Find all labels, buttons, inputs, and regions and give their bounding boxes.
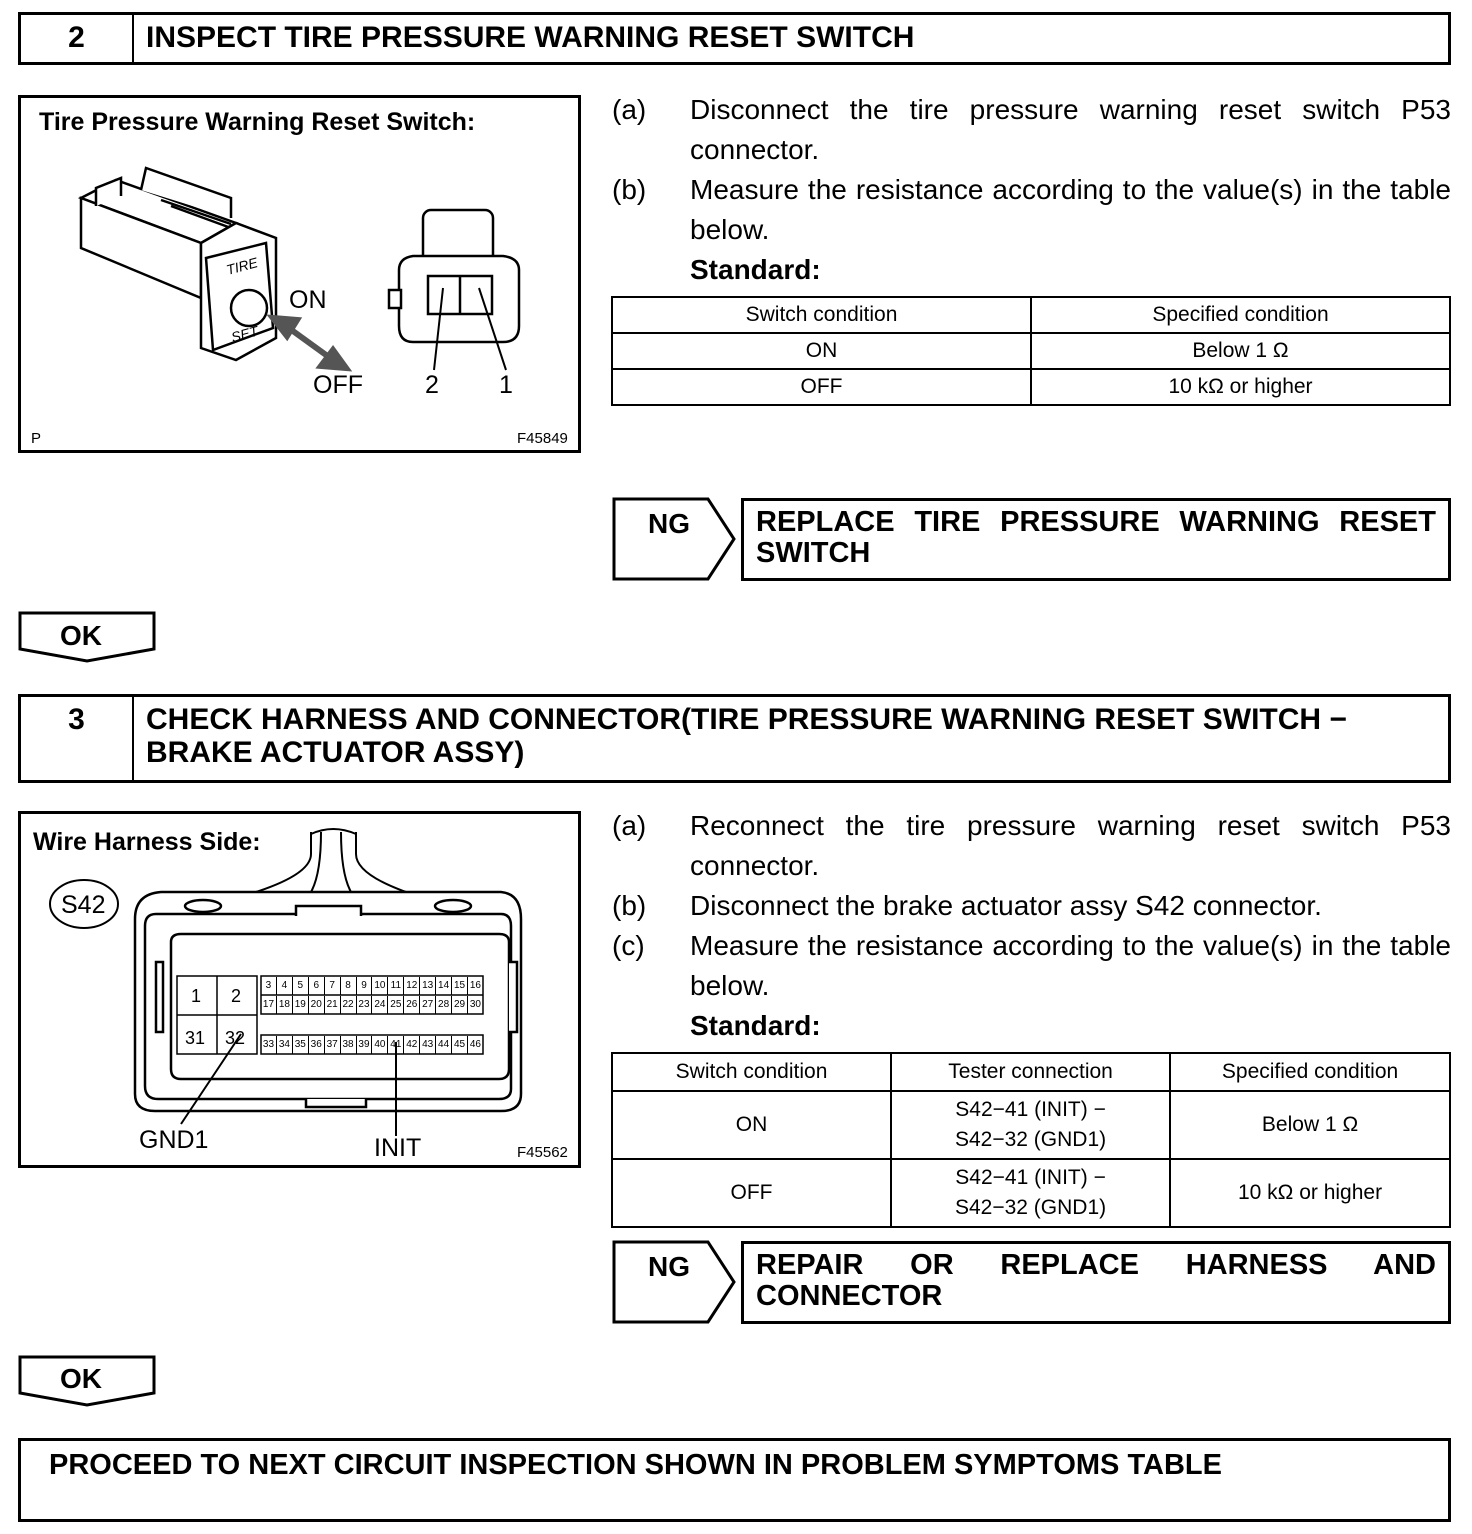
step2-instruction-a: (a) Disconnect the tire pressure warning reset switch P53 connector. [612,94,1451,165]
step3-instructions [612,806,1451,1046]
table-header-row: Switch condition Specified condition [612,297,1450,333]
final-instruction-text: PROCEED TO NEXT CIRCUIT INSPECTION SHOWN IN PROBLEM SYMPTOMS TABLE [49,1449,1222,1481]
reset-switch-illustration [21,98,578,450]
pin-label: 13 [420,977,436,995]
pin-label: 9 [357,977,373,995]
step2-title: INSPECT TIRE PRESSURE WARNING RESET SWITCH [146,21,915,54]
pin-label: 23 [357,996,373,1014]
pin-label: 21 [325,996,341,1014]
pin-label: 1 [191,986,202,1006]
step3-number: 3 [21,697,134,780]
table-header-row: Switch condition Tester connection Specified condition [612,1053,1450,1091]
table-row: OFF S42−41 (INIT) − S42−32 (GND1) 10 kΩ or higher [612,1159,1450,1227]
pin-label: 43 [420,1036,436,1054]
table-row: ON S42−41 (INIT) − S42−32 (GND1) Below 1 Ω [612,1091,1450,1159]
pin-label: 29 [452,996,468,1014]
step2-figure-title: Tire Pressure Warning Reset Switch: [39,108,476,136]
step2-figure [18,95,581,453]
pin-label: 26 [404,996,420,1014]
pin-label: 25 [388,996,404,1014]
table-row: OFF 10 kΩ or higher [612,369,1450,405]
switch-off-label: OFF [313,371,363,399]
table-row: ON Below 1 Ω [612,333,1450,369]
step2-number: 2 [21,15,134,62]
pin-label: 42 [404,1036,420,1054]
step2-corner-code: P [31,430,42,447]
pin-label: 15 [452,977,468,995]
pin-label: 36 [309,1036,325,1054]
step2-instruction-b: (b) Measure the resistance according to the value(s) in the table below. [612,174,1451,245]
pin-label: 24 [372,996,388,1014]
step3-header [18,694,1451,783]
switch-tire-label: TIRE [224,254,260,278]
pin-label: 37 [325,1036,341,1054]
connector-id-label: S42 [61,891,106,919]
pin-label: 39 [357,1036,373,1054]
pin-2-label: 2 [425,371,439,399]
pin-label: 18 [277,996,293,1014]
pin-label: 45 [452,1036,468,1054]
pin-label: 17 [261,996,277,1014]
pin-row-3 [261,1036,483,1054]
step3-ok-label: OK [60,1363,102,1394]
pin-label: 41 [388,1036,404,1054]
step3-instruction-b: (b) Disconnect the brake actuator assy S42 connector. [612,890,1322,921]
pin-label: 4 [277,977,293,995]
pin-label: 8 [341,977,357,995]
pin-label: 30 [469,999,481,1010]
step2-header [18,12,1451,65]
pin-label: 33 [261,1036,277,1054]
pin-label: 3 [261,977,277,995]
pin-label: 27 [420,996,436,1014]
step3-figure-code: F45562 [517,1144,568,1161]
pin-label: 7 [325,977,341,995]
pin-label: 11 [388,977,404,995]
pin-label: 22 [341,996,357,1014]
step3-instruction-a: (a) Reconnect the tire pressure warning reset switch P53 connector. [612,810,1451,881]
step3-title: CHECK HARNESS AND CONNECTOR(TIRE PRESSURE WARNING RESET SWITCH − BRAKE ACTUATOR ASSY) [146,703,1347,769]
step2-standard-label: Standard: [690,254,821,285]
switch-on-label: ON [289,286,327,314]
step2-ng-label: NG [648,508,690,539]
pin-label: 32 [225,1028,246,1048]
pin-row-2 [261,996,483,1014]
pin-label: 34 [277,1036,293,1054]
step3-instruction-c: (c) Measure the resistance according to the value(s) in the table below. [612,930,1451,1001]
switch-set-label: SET [229,322,260,346]
pin-label: 2 [231,986,242,1006]
pin-label: 35 [293,1036,309,1054]
pin-label: 40 [372,1036,388,1054]
step2-instructions [612,90,1451,290]
pin-row-1 [261,977,483,995]
pin-label: 19 [293,996,309,1014]
step2-ok-label: OK [60,620,102,651]
pin-label: 14 [436,977,452,995]
pin-label: 28 [436,996,452,1014]
pin-label: 5 [293,977,309,995]
pin-label: 12 [404,977,420,995]
step2-figure-code: F45849 [517,430,568,447]
pin-label: 46 [469,1039,481,1050]
pin-label: 10 [372,977,388,995]
pin-label: 20 [309,996,325,1014]
step2-ng-action: REPLACE TIRE PRESSURE WARNING RESET SWITCH [741,498,1451,581]
step3-figure-title: Wire Harness Side: [33,828,261,856]
pin-1-label: 1 [499,371,513,399]
final-instruction-box [18,1438,1451,1522]
pin-label: 31 [185,1028,206,1048]
pin-label: 38 [341,1036,357,1054]
pin-label: 6 [309,977,325,995]
gnd1-label: GND1 [139,1126,209,1154]
step3-ng-action: REPAIR OR REPLACE HARNESS AND CONNECTOR [741,1241,1451,1324]
step3-standard-label: Standard: [690,1010,821,1041]
step3-ng-label: NG [648,1251,690,1282]
step3-spec-table [611,1052,1451,1228]
init-label: INIT [374,1134,422,1162]
pin-label: 16 [469,980,481,991]
pin-label: 44 [436,1036,452,1054]
step2-spec-table [611,296,1451,406]
step3-figure [18,811,581,1168]
